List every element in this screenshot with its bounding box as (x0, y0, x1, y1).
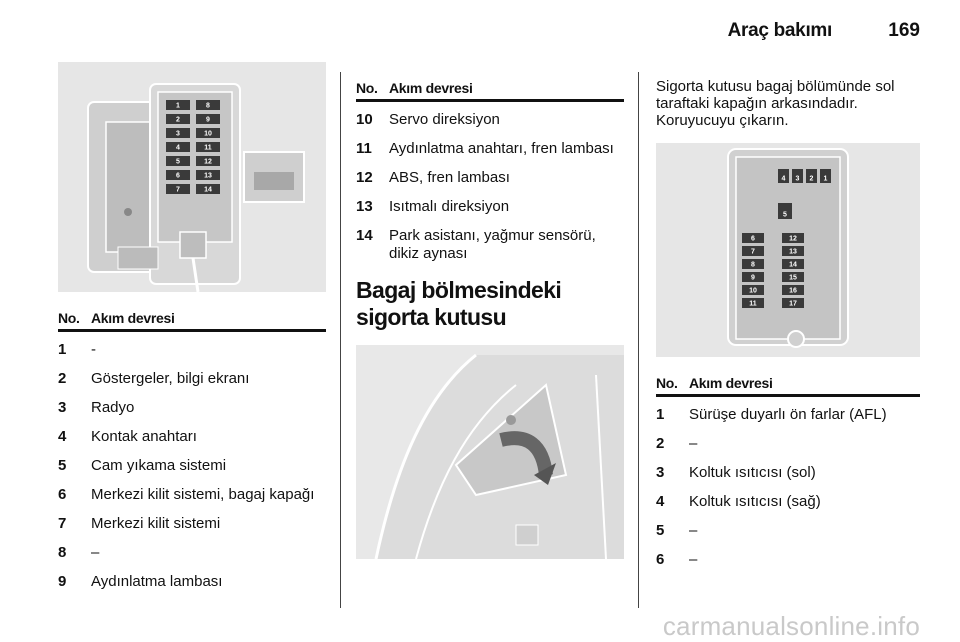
table-row (356, 169, 624, 187)
table-row (656, 435, 920, 453)
fuse (196, 156, 220, 166)
fuse (196, 170, 220, 180)
fuse-label: 14 (789, 261, 797, 269)
fuse-box-drawing-2 (656, 143, 920, 357)
fuse-box-drawing-1 (58, 62, 326, 292)
table-row (58, 399, 326, 417)
fuse-number: 5 (656, 522, 665, 539)
fuse (782, 259, 804, 269)
table-row (58, 370, 326, 388)
fuse (806, 169, 817, 183)
header-circuit: Akım devresi (389, 80, 473, 96)
trunk-illustration (356, 345, 624, 559)
fuse-label: 8 (751, 261, 755, 269)
fuse (778, 203, 792, 219)
header-circuit: Akım devresi (91, 310, 175, 326)
fuse (196, 142, 220, 152)
fuse-label: 5 (783, 211, 787, 219)
circuit-description: Sürüşe duyarlı ön farlar (AFL) (689, 406, 887, 423)
column-2 (356, 62, 624, 559)
fuse (166, 170, 190, 180)
page-title: Araç bakımı (727, 20, 832, 41)
table-row (58, 573, 326, 591)
table-row (58, 341, 326, 359)
fuse-number: 9 (58, 573, 67, 590)
fuse (820, 169, 831, 183)
fuse (742, 272, 764, 282)
fuse (778, 169, 789, 183)
column-divider (340, 72, 341, 608)
fuse (742, 246, 764, 256)
section-title: Bagaj bölmesindeki sigorta kutusu (356, 277, 562, 330)
fuse (166, 114, 190, 124)
fuse-number: 6 (58, 486, 67, 503)
fuse-number: 8 (58, 544, 67, 561)
fuse-label: 6 (751, 235, 755, 243)
column-1 (58, 62, 326, 602)
fuse-label: 9 (751, 274, 755, 282)
fuse-box-illustration-1 (58, 62, 326, 292)
fuse-number: 3 (656, 464, 665, 481)
fuse (196, 184, 220, 194)
circuit-description: – (689, 551, 698, 568)
page-header (0, 0, 960, 54)
table-header (356, 80, 624, 102)
table-row (58, 457, 326, 475)
fuse-label: 4 (781, 175, 786, 183)
fuse-label: 4 (176, 144, 180, 152)
fuse-label: 17 (789, 300, 797, 308)
fuse-label: 10 (204, 130, 212, 138)
fuse-number: 5 (58, 457, 67, 474)
header-no: No. (356, 80, 378, 96)
fuse-label: 13 (204, 172, 212, 180)
fuse (166, 142, 190, 152)
fuse (782, 298, 804, 308)
circuit-description: Servo direksiyon (389, 111, 500, 128)
fuse-number: 6 (656, 551, 665, 568)
fuse-label: 8 (206, 102, 210, 110)
fuse (166, 156, 190, 166)
fuse-number: 12 (356, 169, 373, 186)
fuse-number: 3 (58, 399, 67, 416)
fuse-label: 1 (823, 175, 828, 183)
circuit-description: Aydınlatma anahtarı, fren lambası (389, 140, 614, 157)
fuse-number: 4 (656, 493, 665, 510)
table-row (356, 227, 624, 263)
circuit-description: - (91, 341, 96, 358)
intro-paragraph: Sigorta kutusu bagaj bölümünde sol taraftaki kapağın arkasındadır. Koruyucuyu çıkarın. (656, 78, 895, 129)
circuit-description: Radyo (91, 399, 135, 416)
fuse-label: 16 (789, 287, 797, 295)
fuse-table-1 (58, 310, 326, 591)
circuit-description: Park asistanı, yağmur sensörü, dikiz aynası (389, 227, 596, 262)
header-circuit: Akım devresi (689, 375, 773, 391)
table-row (356, 111, 624, 129)
fuse-number: 10 (356, 111, 373, 128)
circuit-description: Koltuk ısıtıcısı (sağ) (689, 493, 821, 510)
fuse-label: 11 (204, 144, 212, 152)
watermark: carmanualsonline.info (662, 611, 920, 641)
table-header (656, 375, 920, 397)
fuse-label: 3 (176, 130, 180, 138)
table-row (656, 406, 920, 424)
fuse (782, 246, 804, 256)
fuse-number: 14 (356, 227, 373, 244)
header-no: No. (58, 310, 80, 326)
fuse-table-3 (656, 375, 920, 569)
column-3 (656, 62, 920, 580)
circuit-description: ABS, fren lambası (389, 169, 510, 186)
fuse (196, 128, 220, 138)
circuit-description: Isıtmalı direksiyon (389, 198, 510, 215)
fuse (166, 184, 190, 194)
table-row (656, 522, 920, 540)
fuse-label: 14 (204, 186, 212, 194)
column-divider (638, 72, 639, 608)
fuse-label: 7 (751, 248, 755, 256)
fuse-label: 9 (206, 116, 210, 124)
fuse (196, 114, 220, 124)
table-row (656, 551, 920, 569)
table-row (58, 428, 326, 446)
fuse (782, 285, 804, 295)
table-row (58, 515, 326, 533)
fuse-label: 3 (795, 175, 800, 183)
fuse-label: 7 (176, 186, 180, 194)
fuse-label: 5 (176, 158, 180, 166)
table-row (58, 544, 326, 562)
circuit-description: Göstergeler, bilgi ekranı (91, 370, 250, 387)
circuit-description: Aydınlatma lambası (91, 573, 223, 590)
table-row (656, 464, 920, 482)
fuse-label: 11 (749, 300, 757, 308)
fuse-label: 2 (809, 175, 814, 183)
fuse-number: 4 (58, 428, 67, 445)
fuse (782, 233, 804, 243)
fuse-box-illustration-2 (656, 143, 920, 357)
fuse-label: 10 (749, 287, 757, 295)
fuse (742, 285, 764, 295)
fuse-number: 11 (356, 140, 372, 157)
fuse-label: 1 (176, 102, 180, 110)
header-no: No. (656, 375, 678, 391)
fuse-label: 12 (789, 235, 797, 243)
fuse-table-2 (356, 80, 624, 263)
fuse-number: 1 (58, 341, 67, 358)
fuse-label: 6 (176, 172, 180, 180)
fuse-number: 1 (656, 406, 665, 423)
circuit-description: – (689, 522, 698, 539)
circuit-description: Merkezi kilit sistemi (91, 515, 221, 532)
fuse (782, 272, 804, 282)
table-row (356, 198, 624, 216)
fuse-label: 13 (789, 248, 797, 256)
trunk-drawing (356, 345, 624, 559)
fuse (196, 100, 220, 110)
table-row (58, 486, 326, 504)
fuse (792, 169, 803, 183)
fuse-number: 13 (356, 198, 373, 215)
circuit-description: Koltuk ısıtıcısı (sol) (689, 464, 816, 481)
circuit-description: Merkezi kilit sistemi, bagaj kapağı (91, 486, 315, 503)
circuit-description: Kontak anahtarı (91, 428, 197, 445)
circuit-description: – (689, 435, 698, 452)
table-row (656, 493, 920, 511)
circuit-description: Cam yıkama sistemi (91, 457, 227, 474)
fuse-label: 12 (204, 158, 212, 166)
fuse-number: 7 (58, 515, 67, 532)
fuse-number: 2 (656, 435, 665, 452)
fuse-label: 15 (789, 274, 797, 282)
page-number: 169 (888, 20, 920, 41)
fuse (166, 100, 190, 110)
table-header (58, 310, 326, 332)
table-row (356, 140, 624, 158)
fuse (742, 233, 764, 243)
fuse (166, 128, 190, 138)
fuse-number: 2 (58, 370, 67, 387)
fuse (742, 259, 764, 269)
fuse-label: 2 (176, 116, 180, 124)
fuse (742, 298, 764, 308)
circuit-description: – (91, 544, 100, 561)
